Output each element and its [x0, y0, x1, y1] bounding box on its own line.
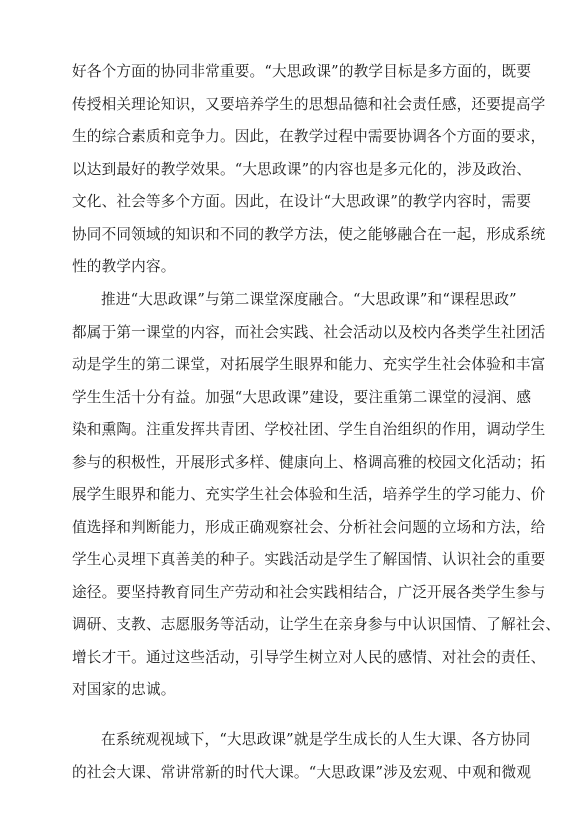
- text-line: 的社会大课、常讲常新的时代大课。“大思政课”涉及宏观、中观和微观: [72, 763, 532, 781]
- text-line: 好各个方面的协同非常重要。“大思政课”的教学目标是多方面的，既要: [72, 63, 532, 80]
- text-line: 传授相关理论知识，又要培养学生的思想品德和社会责任感，还要提高学: [72, 95, 546, 113]
- text-line: 学生心灵埋下真善美的种子。实践活动是学生了解国情、认识社会的重要: [72, 551, 546, 568]
- text-line: 在系统观视域下，“大思政课”就是学生成长的人生大课、各方协同: [101, 731, 531, 748]
- text-line: 以达到最好的教学效果。“大思政课”的内容也是多元化的，涉及政治、: [72, 160, 532, 178]
- text-line: 动是学生的第二课堂，对拓展学生眼界和能力、充实学生社会体验和丰富: [72, 356, 546, 373]
- paragraph-2: [72, 284, 561, 707]
- text-line: 学生生活十分有益。加强“大思政课”建设，要注重第二课堂的浸润、感: [72, 388, 532, 406]
- text-line: 生的综合素质和竞争力。因此，在教学过程中需要协调各个方面的要求，: [72, 128, 546, 145]
- text-line: 途径。要坚持教育同生产劳动和社会实践相结合，广泛开展各类学生参与: [72, 583, 546, 601]
- text-line: 值选择和判断能力，形成正确观察社会、分析社会问题的立场和方法，给: [72, 518, 546, 536]
- paragraph-3: [72, 724, 532, 789]
- text-line: 展学生眼界和能力、充实学生社会体验和生活，培养学生的学习能力、价: [72, 486, 546, 503]
- text-line: 染和熏陶。注重发挥共青团、学校社团、学生自治组织的作用，调动学生: [72, 421, 546, 438]
- paragraph-1: [72, 56, 546, 284]
- text-line: 文化、社会等多个方面。因此，在设计“大思政课”的教学内容时，需要: [72, 193, 532, 210]
- text-line: 都属于第一课堂的内容，而社会实践、社会活动以及校内各类学生社团活: [72, 323, 546, 341]
- text-line: 参与的积极性，开展形式多样、健康向上、格调高雅的校园文化活动；拓: [72, 453, 546, 471]
- text-line: 性的教学内容。: [72, 258, 176, 275]
- text-line: 协同不同领域的知识和不同的教学方法，使之能够融合在一起，形成系统: [72, 225, 546, 243]
- text-line: 增长才干。通过这些活动，引导学生树立对人民的感情、对社会的责任、: [72, 648, 546, 666]
- text-line: 调研、支教、志愿服务等活动，让学生在亲身参与中认识国情、了解社会、: [72, 616, 561, 633]
- text-line: 对国家的忠诚。: [72, 681, 176, 698]
- text-line: 推进“大思政课”与第二课堂深度融合。“大思政课”和“课程思政”: [101, 291, 517, 308]
